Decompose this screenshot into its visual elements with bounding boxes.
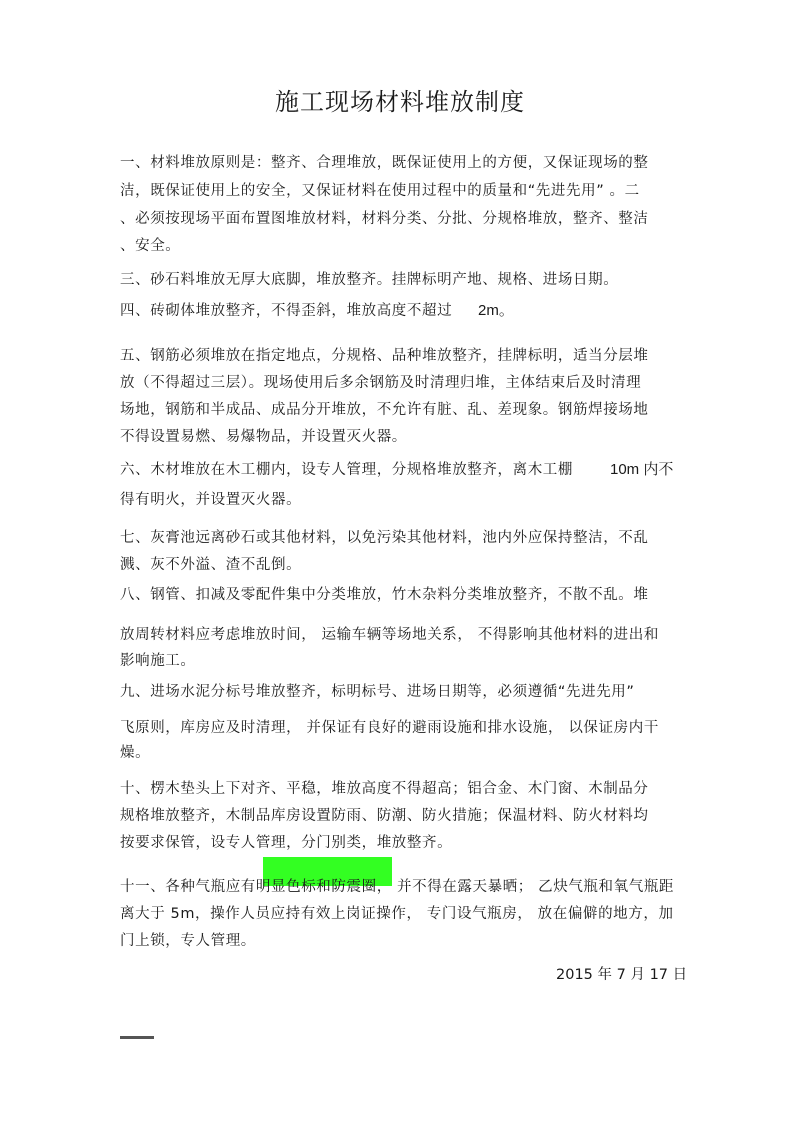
text-line: 放（不得超过三层）。现场使用后多余钢筋及时清理归堆，主体结束后及时清理 — [120, 375, 642, 391]
text-line: 门上锁，专人管理。 — [120, 933, 256, 949]
text-line: 燥。 — [120, 745, 151, 761]
text-line: 五、钢筋必须堆放在指定地点，分规格、品种堆放整齐，挂牌标明，适当分层堆 — [120, 348, 649, 364]
text-line: 、安全。 — [120, 238, 181, 254]
text-line: 、必须按现场平面布置图堆放材料，材料分类、分批、分规格堆放，整齐、整洁 — [120, 211, 649, 227]
text-line: 七、灰膏池远离砂石或其他材料，以免污染其他材料，池内外应保持整洁，不乱 — [120, 530, 649, 546]
text-line: 十、楞木垫头上下对齐、平稳，堆放高度不得超高；铝合金、木门窗、木制品分 — [120, 781, 649, 797]
text-line: 十一、各种气瓶应有明显色标和防震圈， 并不得在露天暴晒； 乙炔气瓶和氧气瓶距 — [120, 879, 675, 895]
text-line: 离大于 5m，操作人员应持有效上岗证操作， 专门设气瓶房， 放在偏僻的地方，加 — [120, 906, 674, 922]
text-line: 六、木材堆放在木工棚内，设专人管理，分规格堆放整齐，离木工棚 — [120, 462, 573, 478]
text-line: 一、材料堆放原则是：整齐、合理堆放，既保证使用上的方便，又保证现场的整 — [120, 155, 649, 171]
text-line: 影响施工。 — [120, 653, 196, 669]
text-line: 溅、灰不外溢、渣不乱倒。 — [120, 557, 302, 573]
text-line: 10m 内不 — [610, 461, 674, 478]
text-line: 放周转材料应考虑堆放时间， 运输车辆等场地关系， 不得影响其他材料的进出和 — [120, 627, 659, 643]
text-line: 场地，钢筋和半成品、成品分开堆放，不允许有脏、乱、差现象。钢筋焊接场地 — [120, 402, 649, 418]
document-date: 2015 年 7 月 17 日 — [556, 967, 688, 983]
document-title: 施工现场材料堆放制度 — [275, 88, 525, 116]
text-line: 八、钢管、扣减及零配件集中分类堆放，竹木杂料分类堆放整齐，不散不乱。堆 — [120, 587, 649, 603]
text-line: 不得设置易燃、易爆物品，并设置灭火器。 — [120, 429, 407, 445]
text-line: 三、砂石料堆放无厚大底脚，堆放整齐。挂牌标明产地、规格、进场日期。 — [120, 272, 619, 288]
page-mark — [120, 1036, 154, 1039]
text-line: 得有明火，并设置灭火器。 — [120, 492, 302, 508]
text-line: 洁，既保证使用上的安全，又保证材料在使用过程中的质量和“先进先用” 。二 — [120, 183, 640, 199]
text-line: 飞原则，库房应及时清理， 并保证有良好的避雨设施和排水设施， 以保证房内干 — [120, 720, 659, 736]
text-line: 四、砖砌体堆放整齐，不得歪斜，堆放高度不超过 — [120, 303, 453, 319]
text-line: 按要求保管，设专人管理，分门别类，堆放整齐。 — [120, 835, 453, 851]
text-line: 2m。 — [478, 302, 514, 319]
text-line: 九、进场水泥分标号堆放整齐，标明标号、进场日期等，必须遵循“先进先用” — [120, 684, 635, 700]
text-line: 规格堆放整齐，木制品库房设置防雨、防潮、防火措施；保温材料、防火材料均 — [120, 808, 649, 824]
